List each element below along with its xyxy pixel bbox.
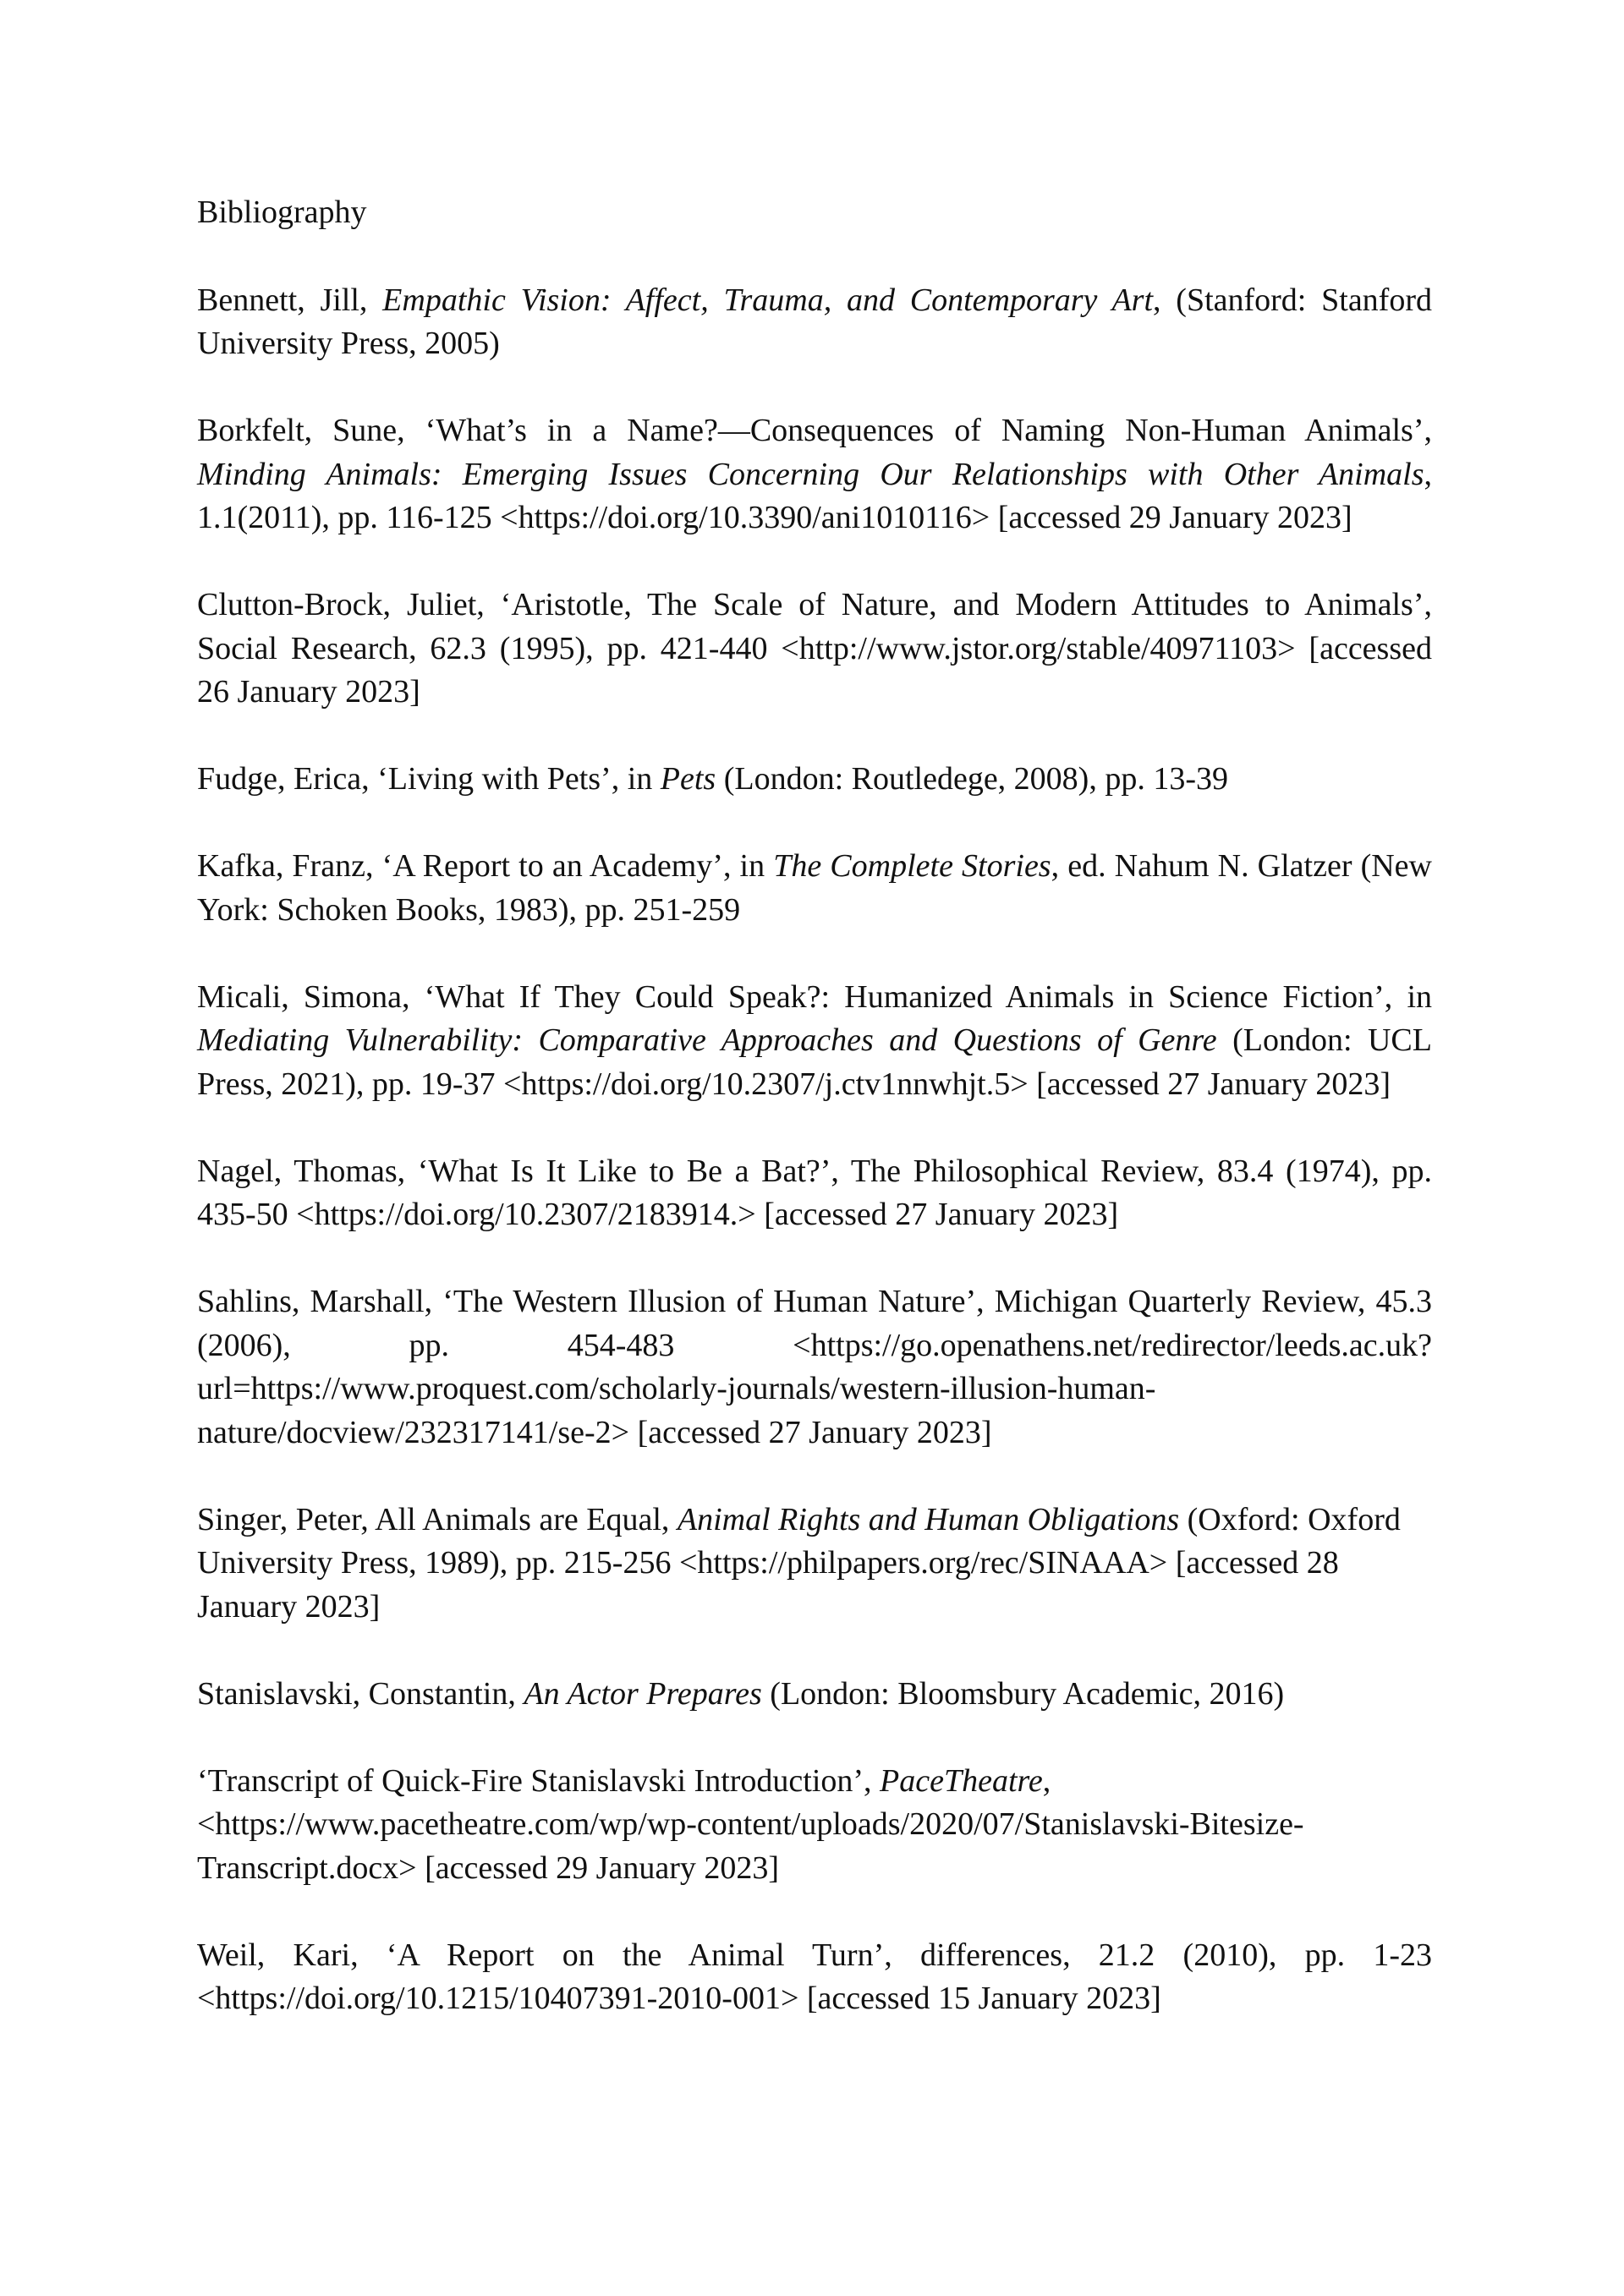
entry-text: (Oxford: Oxford University Press, 1989), pp. 215-256 <https://philpapers.org/rec/SINAAA> [accessed 28 January 2023] xyxy=(197,1501,1401,1625)
entry-title: Animal Rights and Human Obligations xyxy=(677,1501,1180,1537)
bibliography-entry xyxy=(197,409,1432,540)
entry-title: Pets xyxy=(660,761,716,797)
entry-text: , <https://www.pacetheatre.com/wp/wp-content/uploads/2020/07/Stanislavski-Bitesize-Transcript.docx> [accessed 29 January 2023] xyxy=(197,1762,1304,1886)
entry-text: Sahlins, Marshall, ‘The Western Illusion of Human Nature’, Michigan Quarterly Review, 45.3 (2006), pp. 454-483 <https://go.openathens.net/redirector/leeds.ac.uk?url=https://www.proquest.com/scholarly-journals/western-illusion-human-nature/docview/232317141/se-2> [accessed 27 January 2023] xyxy=(197,1284,1432,1450)
entry-title: Mediating Vulnerability: Comparative Approaches and Questions of Genre xyxy=(197,1022,1217,1058)
entry-text: Nagel, Thomas, ‘What Is It Like to Be a Bat?’, The Philosophical Review, 83.4 (1974), pp. 435-50 <https://doi.org/10.2307/2183914.> [accessed 27 January 2023] xyxy=(197,1153,1432,1232)
entry-title: Empathic Vision: Affect, Trauma, and Contemporary Art xyxy=(382,282,1154,318)
bibliography-entry xyxy=(197,584,1432,715)
entry-text: Stanislavski, Constantin, xyxy=(197,1675,524,1712)
bibliography-entry xyxy=(197,845,1432,932)
bibliography-entry xyxy=(197,1150,1432,1237)
bibliography-page xyxy=(197,191,1432,2064)
bibliography-entry xyxy=(197,1280,1432,1455)
entry-text: , ed. Nahum N. Glatzer (New York: Schoken Books, 1983), pp. 251-259 xyxy=(197,848,1432,928)
entry-text: Micali, Simona, ‘What If They Could Speak?: Humanized Animals in Science Fiction’, in xyxy=(197,978,1432,1015)
entry-text: Clutton-Brock, Juliet, ‘Aristotle, The Scale of Nature, and Modern Attitudes to Animals’, Social Research, 62.3 (1995), pp. 421-440 <http://www.jstor.org/stable/40971103> [accessed 26 January 2023] xyxy=(197,587,1432,710)
bibliography-entry xyxy=(197,279,1432,366)
entry-text: (London: UCL Press, 2021), pp. 19-37 <https://doi.org/10.2307/j.ctv1nnwhjt.5> [accessed 27 January 2023] xyxy=(197,1022,1432,1102)
bibliography-entry xyxy=(197,1673,1432,1717)
entry-text: (London: Bloomsbury Academic, 2016) xyxy=(761,1675,1285,1712)
entry-title: An Actor Prepares xyxy=(524,1675,762,1712)
bibliography-entry xyxy=(197,1934,1432,2021)
entry-title: The Complete Stories xyxy=(773,848,1051,884)
entry-text: Fudge, Erica, ‘Living with Pets’, in xyxy=(197,761,661,797)
bibliography-entry xyxy=(197,1760,1432,1891)
entry-title: PaceTheatre xyxy=(880,1762,1043,1799)
entry-text: Kafka, Franz, ‘A Report to an Academy’, in xyxy=(197,848,774,884)
entry-text: , 1.1(2011), pp. 116-125 <https://doi.org/10.3390/ani1010116> [accessed 29 January 2023] xyxy=(197,456,1432,535)
entry-text: Weil, Kari, ‘A Report on the Animal Turn’, differences, 21.2 (2010), pp. 1-23 <https://doi.org/10.1215/10407391-2010-001> [accessed 15 January 2023] xyxy=(197,1937,1432,2016)
bibliography-entry xyxy=(197,1499,1432,1630)
entry-text: Borkfelt, Sune, ‘What’s in a Name?—Consequences of Naming Non-Human Animals’, xyxy=(197,413,1432,448)
entry-text: (London: Routledege, 2008), pp. 13-39 xyxy=(716,761,1228,797)
bibliography-entry xyxy=(197,758,1432,802)
entry-text: Singer, Peter, All Animals are Equal, xyxy=(197,1501,678,1537)
page-title: Bibliography xyxy=(197,195,367,230)
entry-text: Bennett, Jill, xyxy=(197,282,383,318)
entry-text: , (Stanford: Stanford University Press, 2005) xyxy=(197,282,1432,361)
entry-text: ‘Transcript of Quick-Fire Stanislavski Introduction’, xyxy=(197,1762,881,1799)
entry-title: Minding Animals: Emerging Issues Concerning Our Relationships with Other Animals xyxy=(197,456,1424,492)
bibliography-entry xyxy=(197,976,1432,1107)
